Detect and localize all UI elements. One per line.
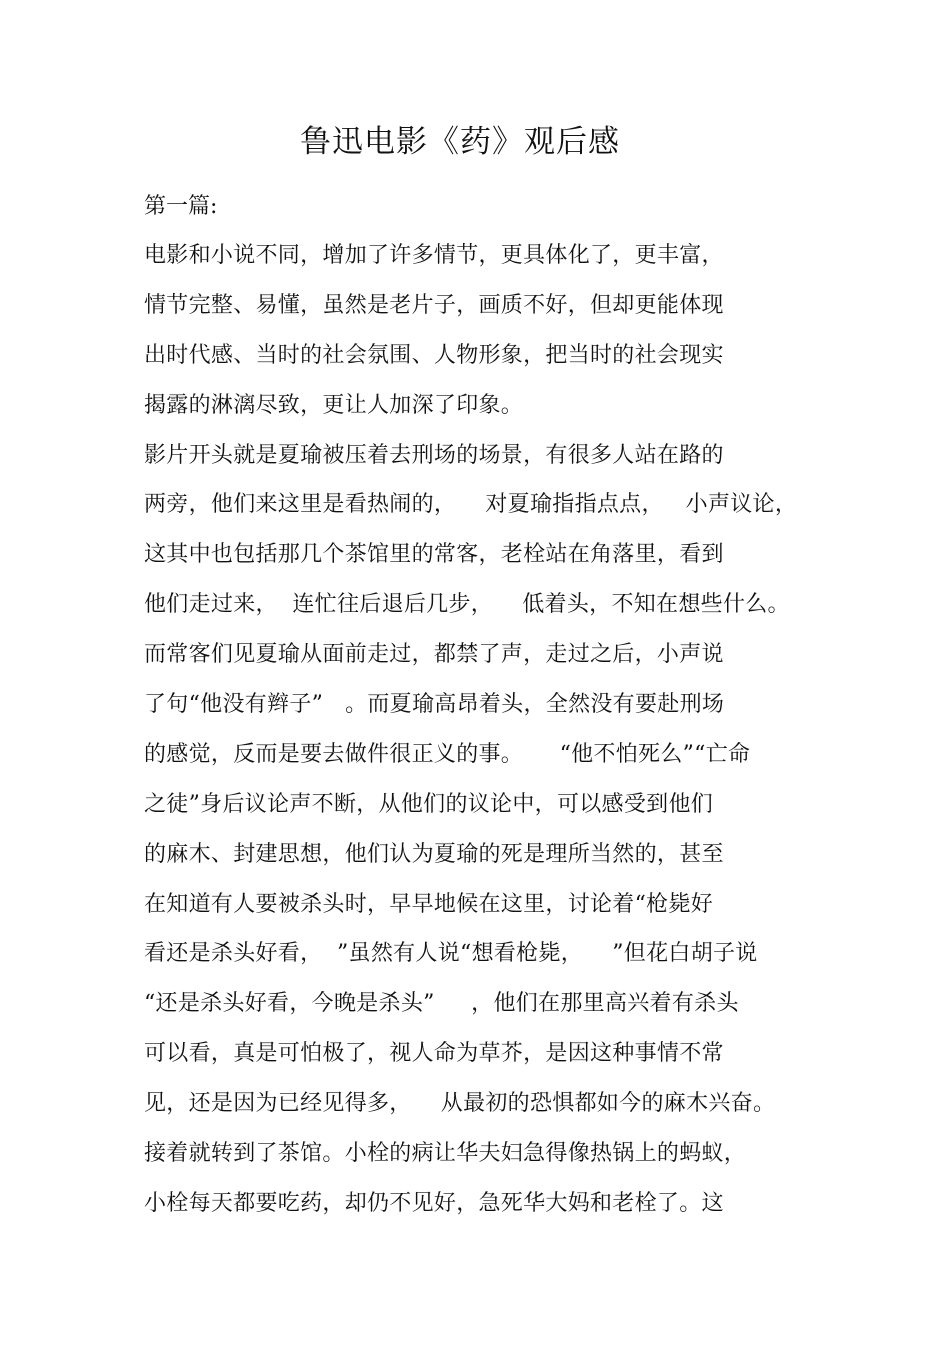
text-line: 的感觉，反而是要去做件很正义的事。 “他不怕死么”“亡命: [144, 741, 751, 767]
text-line: 而常客们见夏瑜从面前走过，都禁了声，走过之后，小声说: [144, 642, 724, 668]
text-line: 情节完整、易懂，虽然是老片子，画质不好，但却更能体现: [144, 292, 724, 318]
text-line: 在知道有人要被杀头时，早早地候在这里，讨论着“枪毙好: [144, 891, 714, 917]
text-line: “还是杀头好看，今晚是杀头” ，他们在那里高兴着有杀头: [144, 991, 739, 1017]
text-line: 的麻木、封建思想，他们认为夏瑜的死是理所当然的，甚至: [144, 841, 724, 867]
body-text: [144, 238, 824, 1236]
section-label: 第一篇:: [144, 194, 218, 219]
text-line: 之徒”身后议论声不断，从他们的议论中，可以感受到他们: [144, 791, 714, 817]
text-line: 见，还是因为已经见得多， 从最初的恐惧都如今的麻木兴奋。: [144, 1091, 776, 1117]
text-line: 电影和小说不同，增加了许多情节，更具体化了，更丰富，: [144, 243, 724, 268]
text-line: 揭露的淋漓尽致，更让人加深了印象。: [144, 392, 524, 418]
text-line: 可以看，真是可怕极了，视人命为草芥，是因这种事情不常: [144, 1041, 724, 1067]
text-line: 接着就转到了茶馆。小栓的病让华夫妇急得像热锅上的蚂蚁，: [144, 1141, 747, 1167]
document-title: 鲁迅电影《药》观后感: [300, 124, 620, 160]
text-line: 影片开头就是夏瑜被压着去刑场的场景，有很多人站在路的: [144, 442, 724, 468]
text-line: 出时代感、当时的社会氛围、人物形象，把当时的社会现实: [144, 342, 724, 368]
text-line: 小栓每天都要吃药，却仍不见好，急死华大妈和老栓了。这: [144, 1190, 724, 1216]
text-line: 他们走过来， 连忙往后退后几步， 低着头，不知在想些什么。: [144, 592, 790, 618]
text-line: 看还是杀头好看， ”虽然有人说“想看枪毙， ”但花白胡子说: [144, 941, 758, 967]
text-line: 这其中也包括那几个茶馆里的常客，老栓站在角落里，看到: [144, 542, 724, 568]
text-line: 了句“他没有辫子” 。而夏瑜高昂着头，全然没有要赴刑场: [144, 692, 725, 718]
text-line: 两旁，他们来这里是看热闹的， 对夏瑜指指点点， 小声议论，: [144, 492, 798, 518]
